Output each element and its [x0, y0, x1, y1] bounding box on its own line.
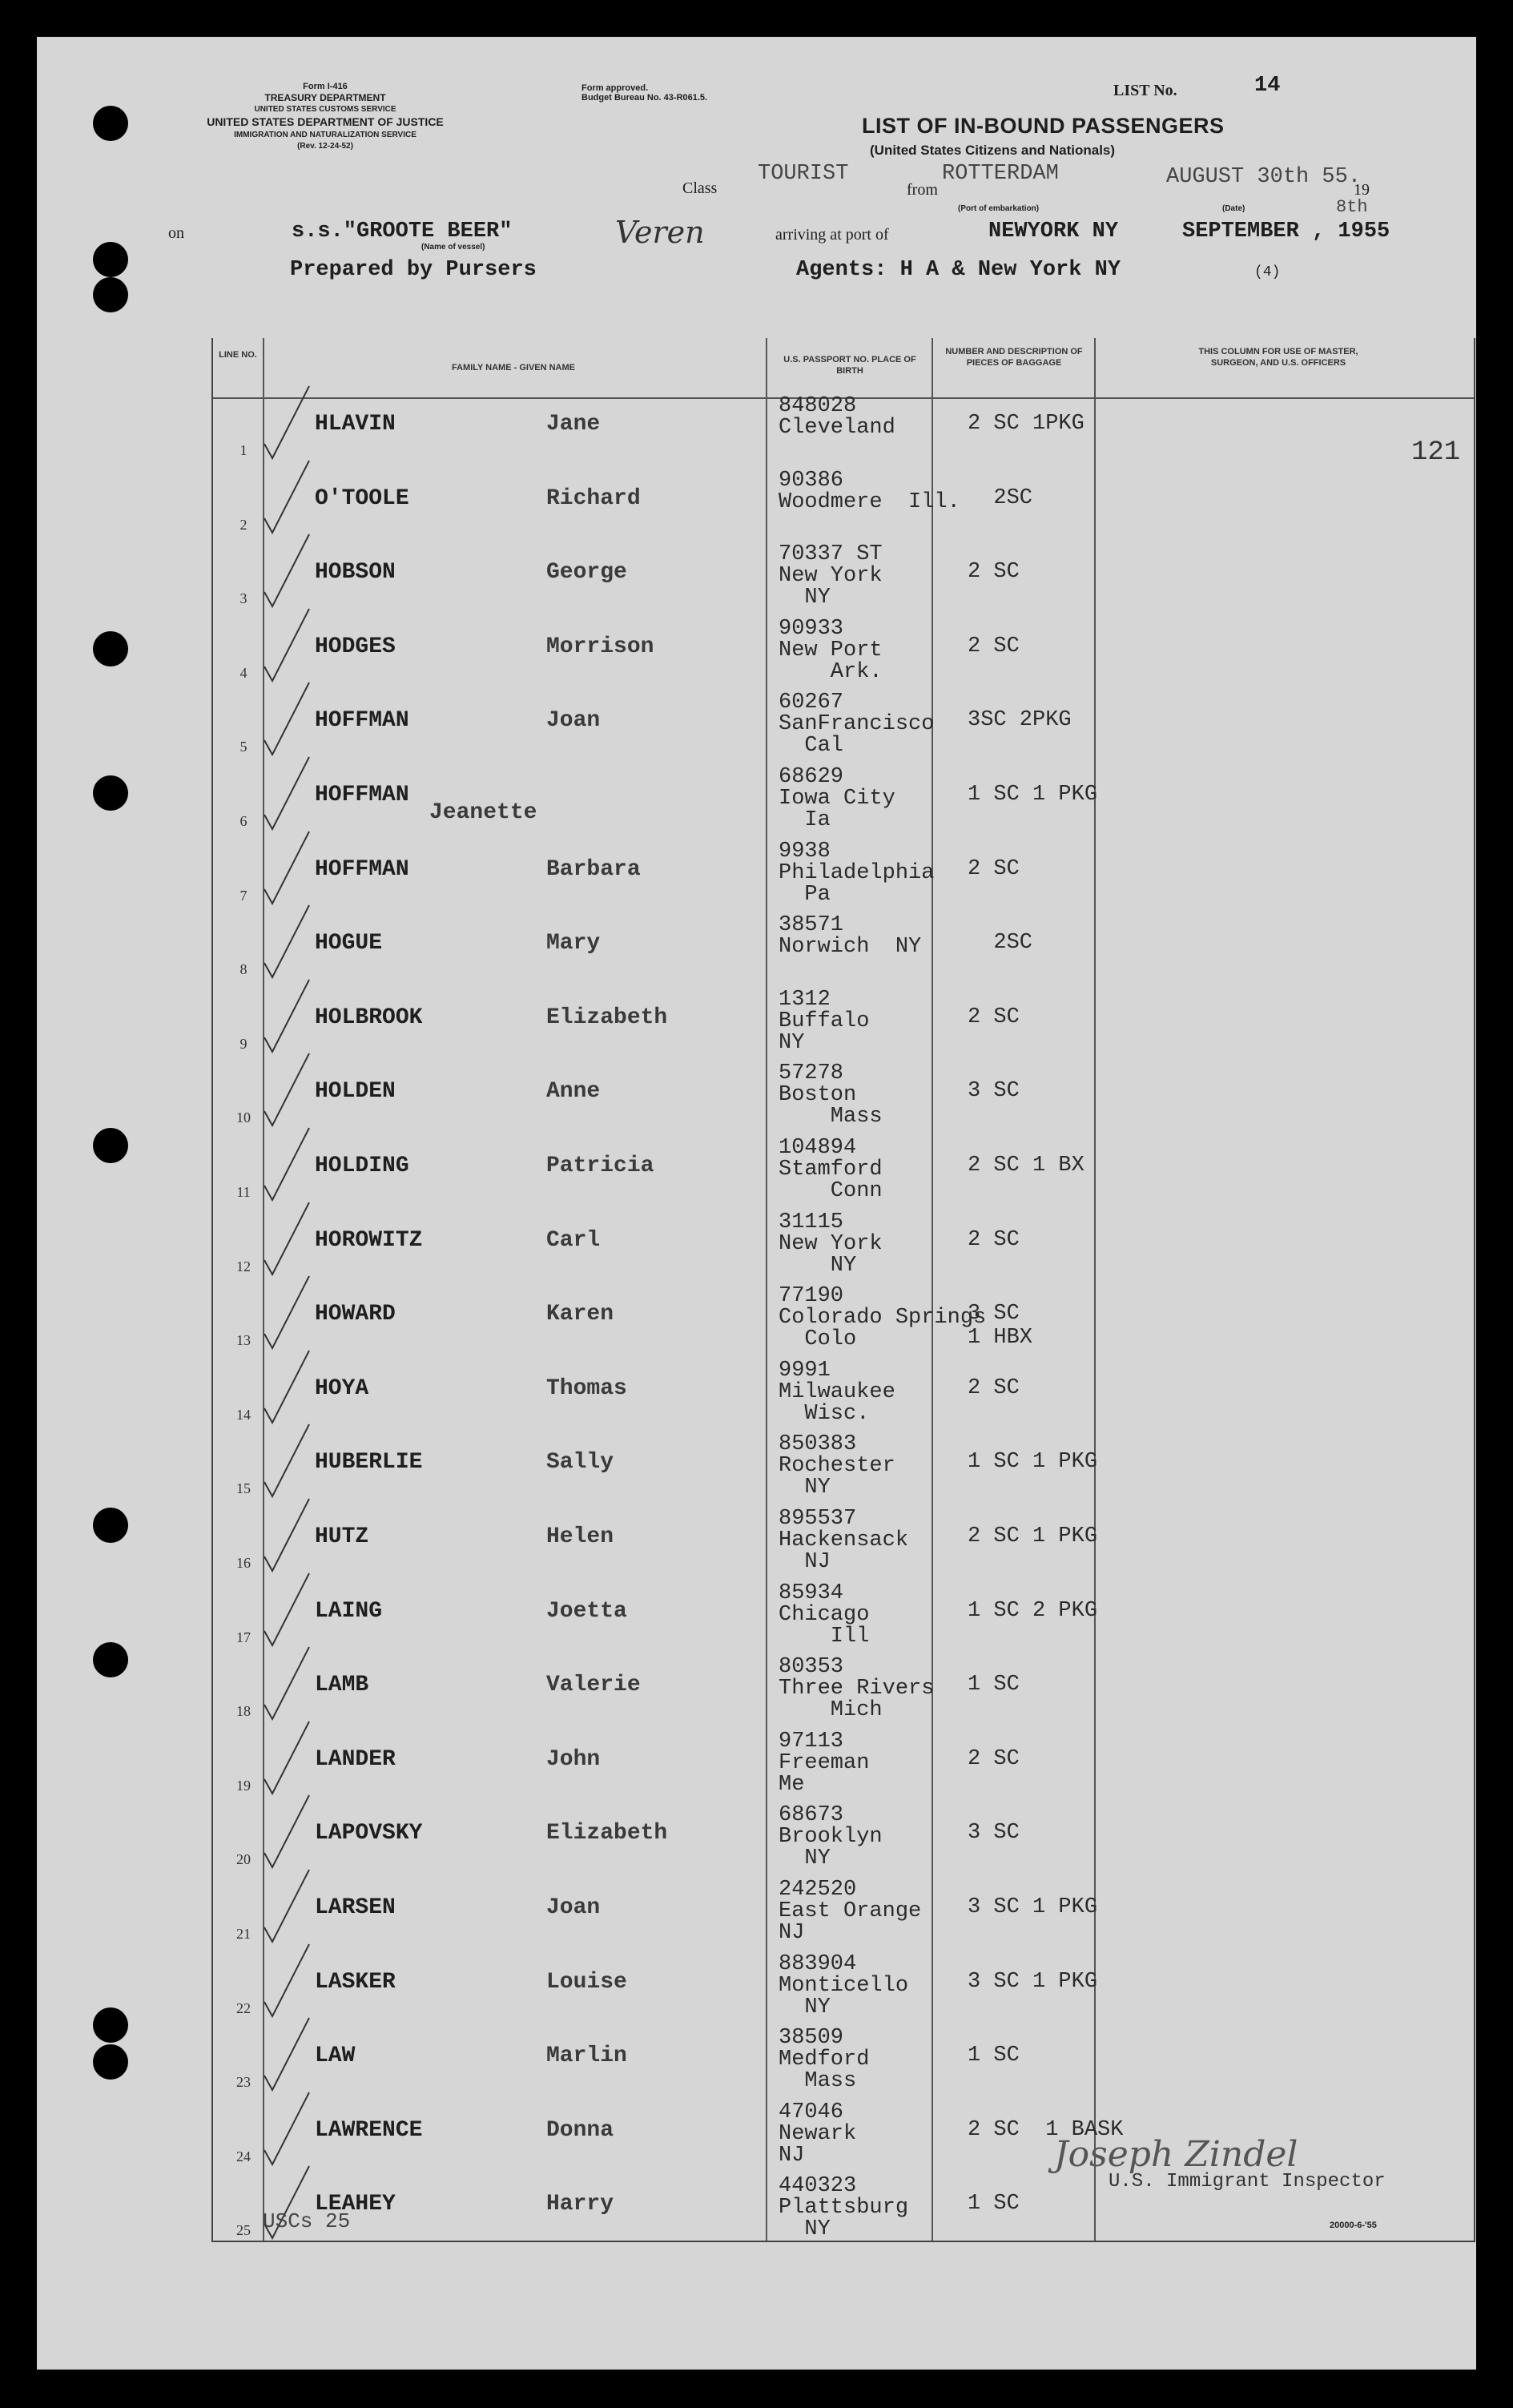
baggage-description: 2 SC: [968, 856, 1020, 881]
line-number: 1: [239, 442, 247, 458]
revision-date: (Rev. 12-24-52): [297, 142, 353, 151]
embarkation-port: ROTTERDAM: [942, 162, 1059, 186]
passport-and-birthplace: 9938 Philadelphia Pa: [779, 839, 935, 907]
line-number: 24: [236, 2148, 251, 2164]
binder-hole: [93, 242, 128, 277]
line-number: 16: [236, 1555, 251, 1571]
family-name: HOWARD: [315, 1302, 396, 1327]
passport-and-birthplace: 47046 Newark NJ: [779, 2100, 857, 2168]
table-row: [213, 1358, 1474, 1442]
passport-and-birthplace: 895537 Hackensack NJ: [779, 1507, 909, 1574]
department-treasury: TREASURY DEPARTMENT: [264, 92, 386, 103]
table-row: [213, 1581, 1474, 1665]
passport-and-birthplace: 38571 Norwich NY: [779, 913, 922, 960]
baggage-description: 2SC: [968, 485, 1033, 510]
passport-and-birthplace: 242520 East Orange NJ: [779, 1878, 922, 1945]
year-prefix: 19: [1354, 181, 1370, 199]
arrival-date: SEPTEMBER , 1955: [1182, 219, 1390, 244]
given-name: Helen: [546, 1524, 614, 1549]
given-name: Jane: [546, 412, 601, 437]
family-name: LAPOVSKY: [315, 1821, 423, 1846]
class-value: TOURIST: [758, 162, 849, 186]
line-number: 23: [236, 2074, 251, 2091]
footer-form-code: USCs 25: [263, 2209, 351, 2233]
baggage-description: 2 SC: [968, 1227, 1020, 1252]
given-name: Barbara: [546, 856, 641, 882]
baggage-description: 3SC 2PKG: [968, 708, 1072, 733]
family-name: LAING: [315, 1598, 383, 1624]
baggage-description: 2SC: [968, 931, 1033, 956]
given-name: Anne: [546, 1079, 601, 1105]
table-row: [213, 839, 1474, 923]
list-number: 14: [1254, 74, 1281, 98]
baggage-description: 3 SC 1 HBX: [968, 1302, 1033, 1351]
table-row: [213, 1729, 1474, 1813]
immigration-service: IMMIGRATION AND NATURALIZATION SERVICE: [234, 131, 416, 139]
baggage-description: 2 SC 1PKG: [968, 412, 1084, 436]
given-name: Harry: [546, 2192, 614, 2217]
family-name: HUBERLIE: [315, 1450, 423, 1476]
column-header-line-no: LINE NO.: [219, 350, 257, 360]
baggage-description: 1 SC: [968, 1673, 1020, 1697]
line-number: 19: [236, 1777, 251, 1794]
line-number: 13: [236, 1332, 251, 1349]
table-row: [213, 1210, 1474, 1294]
given-name: George: [546, 560, 627, 586]
agents: Agents: H A & New York NY: [796, 258, 1121, 282]
baggage-description: 3 SC: [968, 1821, 1020, 1846]
line-number: 8: [239, 961, 247, 978]
table-row: [213, 913, 1474, 997]
given-name: Carl: [546, 1227, 601, 1253]
passport-and-birthplace: 440323 Plattsburg NY: [779, 2174, 909, 2242]
list-no-label: LIST No.: [1113, 82, 1177, 99]
table-row: [213, 394, 1474, 477]
table-row: [213, 616, 1474, 700]
family-name: LASKER: [315, 1969, 396, 1995]
column-header-passport: U.S. PASSPORT NO. PLACE OF BIRTH: [783, 355, 916, 376]
date-caption: (Date): [1222, 204, 1245, 213]
print-code: 20000-6-'55: [1330, 2221, 1377, 2230]
passport-and-birthplace: 1312 Buffalo NY: [779, 987, 870, 1055]
passport-and-birthplace: 97113 Freeman Me: [779, 1729, 870, 1797]
handwritten-vessel-note: Veren: [615, 215, 705, 250]
family-name: HUTZ: [315, 1524, 369, 1549]
baggage-description: 2 SC 1 BASK: [968, 2117, 1124, 2142]
family-name: HOLBROOK: [315, 1005, 423, 1030]
passenger-table: [211, 338, 1475, 2242]
budget-bureau: Budget Bureau No. 43-R061.5.: [581, 93, 708, 103]
baggage-description: 2 SC: [968, 560, 1020, 585]
department-justice: UNITED STATES DEPARTMENT OF JUSTICE: [207, 115, 444, 128]
passport-and-birthplace: 883904 Monticello NY: [779, 1951, 909, 2019]
table-row: [213, 2174, 1474, 2257]
given-name: Valerie: [546, 1673, 641, 1698]
table-row: [213, 468, 1474, 552]
prepared-by: Prepared by Pursers: [290, 258, 537, 282]
arriving-label: arriving at port of: [775, 226, 889, 244]
table-row: [213, 1951, 1474, 2036]
family-name: HOLDEN: [315, 1079, 396, 1105]
baggage-description: 2 SC 1 PKG: [968, 1524, 1098, 1548]
line-number: 3: [239, 590, 247, 607]
baggage-description: 2 SC: [968, 1375, 1020, 1400]
arrival-day: 8th: [1336, 197, 1368, 217]
table-row: [213, 1136, 1474, 1219]
binder-hole: [93, 106, 128, 141]
given-name: John: [546, 1746, 601, 1772]
family-name: HOROWITZ: [315, 1227, 423, 1253]
given-name: Elizabeth: [546, 1005, 668, 1030]
inspector-signature: Joseph Zindel: [1054, 2134, 1298, 2175]
passport-and-birthplace: 848028 Cleveland: [779, 394, 895, 440]
given-name: Jeanette: [429, 800, 537, 825]
column-header-officers: THIS COLUMN FOR USE OF MASTER, SURGEON, AND U.S. OFFICERS: [1198, 347, 1358, 368]
passport-and-birthplace: 60267 SanFrancisco Cal: [779, 691, 935, 759]
baggage-description: 1 SC: [968, 2044, 1020, 2068]
family-name: HOBSON: [315, 560, 396, 586]
line-number: 25: [236, 2222, 251, 2239]
passport-and-birthplace: 70337 ST New York NY: [779, 542, 883, 610]
passport-and-birthplace: 68629 Iowa City Ia: [779, 765, 895, 832]
column-header-baggage: NUMBER AND DESCRIPTION OF PIECES OF BAGGAGE: [945, 347, 1083, 368]
family-name: O'TOOLE: [315, 485, 409, 511]
form-approved: Form approved.: [581, 83, 649, 93]
line-number: 4: [239, 664, 247, 681]
family-name: HLAVIN: [315, 412, 396, 437]
given-name: Patricia: [546, 1154, 654, 1178]
class-label: Class: [682, 179, 718, 197]
line-number: 10: [236, 1109, 251, 1126]
baggage-description: 3 SC 1 PKG: [968, 1969, 1098, 1994]
passport-and-birthplace: 80353 Three Rivers Mich: [779, 1655, 935, 1723]
passport-and-birthplace: 38509 Medford Mass: [779, 2026, 870, 2094]
line-number: 14: [236, 1406, 251, 1423]
passport-and-birthplace: 90386 Woodmere Ill.: [779, 468, 960, 514]
given-name: Joan: [546, 1895, 601, 1920]
line-number: 17: [236, 1629, 251, 1645]
baggage-description: 3 SC 1 PKG: [968, 1895, 1098, 1919]
table-row: [213, 691, 1474, 774]
passport-and-birthplace: 9991 Milwaukee Wisc.: [779, 1358, 895, 1426]
family-name: LAWRENCE: [315, 2117, 423, 2143]
page-subtitle: (United States Citizens and Nationals): [870, 143, 1116, 158]
line-number: 2: [239, 516, 247, 533]
line-number: 5: [239, 739, 247, 755]
table-row: [213, 1878, 1474, 1961]
passport-and-birthplace: 850383 Rochester NY: [779, 1432, 895, 1500]
table-row: [213, 1803, 1474, 1887]
vessel-name: s.s."GROOTE BEER": [292, 219, 513, 244]
family-name: HOFFMAN: [315, 856, 409, 882]
line-number: 15: [236, 1480, 251, 1497]
binder-hole: [93, 2007, 128, 2043]
baggage-description: 2 SC: [968, 634, 1020, 658]
arrival-port: NEWYORK NY: [988, 219, 1119, 244]
given-name: Karen: [546, 1302, 614, 1327]
line-number: 11: [236, 1184, 251, 1200]
family-name: HOFFMAN: [315, 708, 409, 734]
given-name: Richard: [546, 485, 641, 511]
form-number: Form I-416: [303, 82, 348, 91]
line-number: 6: [239, 813, 247, 829]
on-label: on: [168, 224, 184, 242]
vessel-caption: (Name of vessel): [421, 243, 485, 252]
inspector-title: U.S. Immigrant Inspector: [1109, 2171, 1386, 2193]
port-caption: (Port of embarkation): [958, 204, 1040, 213]
line-number: 20: [236, 1851, 251, 1868]
line-number: 7: [239, 887, 247, 904]
binder-hole: [93, 631, 128, 666]
table-row: [213, 1655, 1474, 1738]
family-name: HOYA: [315, 1375, 369, 1401]
baggage-description: 2 SC: [968, 1746, 1020, 1771]
passport-and-birthplace: 68673 Brooklyn NY: [779, 1803, 883, 1871]
passport-and-birthplace: 77190 Colorado Springs Colo: [779, 1284, 987, 1352]
family-name: HODGES: [315, 634, 396, 659]
passport-and-birthplace: 85934 Chicago Ill: [779, 1581, 870, 1649]
given-name: Louise: [546, 1969, 627, 1995]
family-name: LARSEN: [315, 1895, 396, 1920]
table-row: [213, 987, 1474, 1071]
line-number: 12: [236, 1258, 251, 1274]
family-name: HOLDING: [315, 1154, 409, 1178]
baggage-description: 3 SC: [968, 1079, 1020, 1104]
page-title: LIST OF IN-BOUND PASSENGERS: [862, 114, 1225, 138]
given-name: Joetta: [546, 1598, 627, 1624]
customs-service: UNITED STATES CUSTOMS SERVICE: [254, 105, 396, 114]
baggage-description: 1 SC 1 PKG: [968, 783, 1098, 807]
passport-and-birthplace: 57278 Boston Mass: [779, 1061, 883, 1130]
agents-code: (4): [1254, 264, 1281, 280]
given-name: Mary: [546, 931, 601, 956]
table-row: [213, 1061, 1474, 1145]
binder-hole: [93, 277, 128, 312]
table-row: [213, 1284, 1474, 1367]
passport-and-birthplace: 104894 Stamford Conn: [779, 1136, 883, 1203]
binder-hole: [93, 775, 128, 811]
given-name: Donna: [546, 2117, 614, 2143]
baggage-description: 1 SC 1 PKG: [968, 1450, 1098, 1475]
passenger-count: 121: [1411, 437, 1461, 468]
family-name: LEAHEY: [315, 2192, 396, 2217]
from-label: from: [907, 181, 938, 199]
embarkation-date: AUGUST 30th 55.: [1166, 165, 1362, 189]
family-name: HOGUE: [315, 931, 383, 956]
given-name: Elizabeth: [546, 1821, 668, 1846]
baggage-description: 1 SC 2 PKG: [968, 1598, 1098, 1623]
passport-and-birthplace: 31115 New York NY: [779, 1210, 883, 1278]
table-row: [213, 1432, 1474, 1516]
table-row: [213, 765, 1474, 848]
given-name: Thomas: [546, 1375, 627, 1401]
passport-and-birthplace: 90933 New Port Ark.: [779, 616, 883, 684]
baggage-description: 2 SC: [968, 1005, 1020, 1029]
baggage-description: 2 SC 1 BX: [968, 1154, 1084, 1178]
given-name: Sally: [546, 1450, 614, 1476]
baggage-description: 1 SC: [968, 2192, 1020, 2217]
family-name: LANDER: [315, 1746, 396, 1772]
family-name: LAMB: [315, 1673, 369, 1698]
given-name: Morrison: [546, 634, 654, 659]
family-name: LAW: [315, 2044, 356, 2069]
family-name: HOFFMAN: [315, 783, 409, 807]
table-row: [213, 542, 1474, 626]
line-number: 21: [236, 1926, 251, 1942]
line-number: 9: [239, 1035, 247, 1052]
binder-hole: [93, 1128, 128, 1163]
table-row: [213, 2026, 1474, 2109]
line-number: 18: [236, 1703, 251, 1720]
given-name: Marlin: [546, 2044, 627, 2069]
binder-hole: [93, 1642, 128, 1677]
manifest-sheet: [37, 37, 1476, 2370]
table-row: [213, 1507, 1474, 1590]
binder-hole: [93, 1508, 128, 1543]
line-number: 22: [236, 1999, 251, 2016]
column-header-name: FAMILY NAME - GIVEN NAME: [451, 363, 576, 372]
binder-hole: [93, 2044, 128, 2080]
given-name: Joan: [546, 708, 601, 734]
